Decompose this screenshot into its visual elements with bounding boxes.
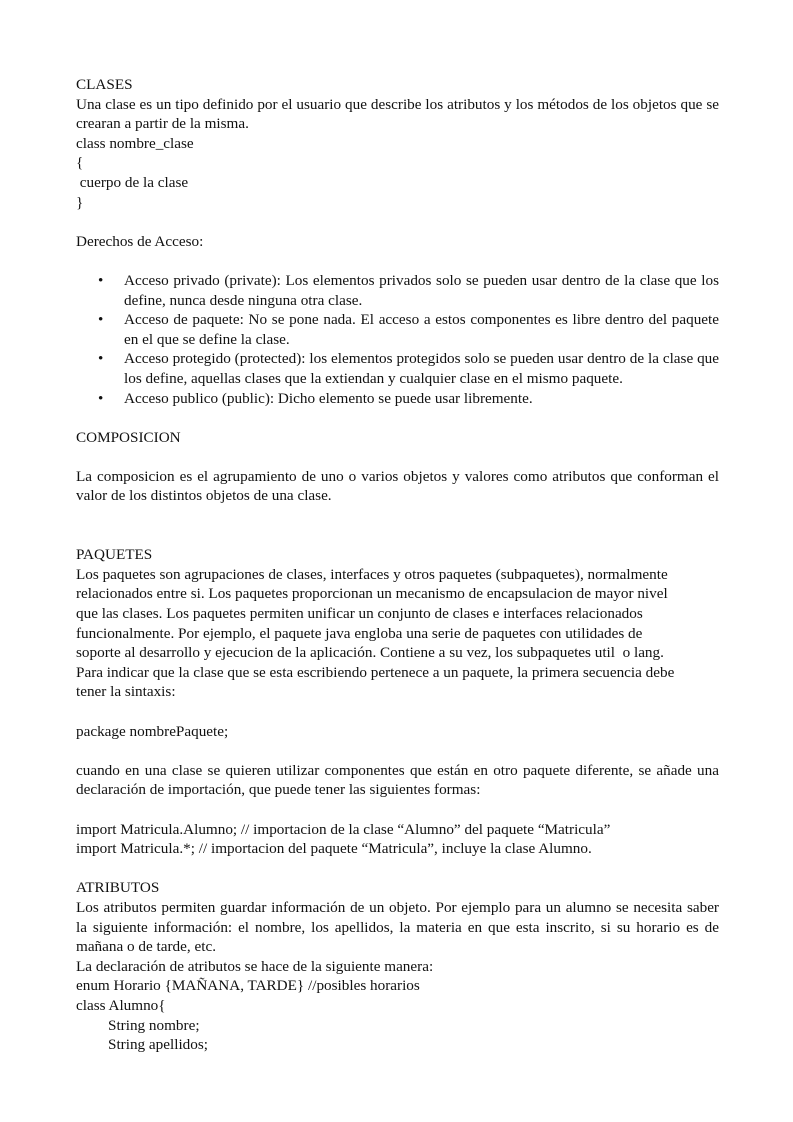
section-paquetes xyxy=(76,545,719,859)
code-line: class Alumno{ xyxy=(76,996,166,1014)
list-item-text: Acceso protegido (protected): los elementos protegidos solo se pueden usar dentro de la clase que los define, aquellas clases que la extiendan y cualquier clase en el mismo paquete. xyxy=(124,350,719,387)
list-item xyxy=(76,349,719,388)
section-heading-composicion: COMPOSICION xyxy=(76,428,181,446)
composicion-text: La composicion es el agrupamiento de uno o varios objetos y valores como atributos que conforman el valor de los distintos objetos de una clase. xyxy=(76,467,719,505)
code-line: } xyxy=(76,193,84,211)
paquetes-intro-line: Para indicar que la clase que se esta escribiendo pertenece a un paquete, la primera secuencia debe xyxy=(76,663,675,681)
list-item-text: Acceso de paquete: No se pone nada. El acceso a estos componentes es libre dentro del paquete en el que se define la clase. xyxy=(124,311,719,348)
list-item xyxy=(76,271,719,310)
code-line: enum Horario {MAÑANA, TARDE} //posibles horarios xyxy=(76,977,420,995)
access-rights-list xyxy=(76,271,719,408)
atributos-intro: Los atributos permiten guardar información de un objeto. Por ejemplo para un alumno se necesita saber la siguiente información: el nombre, los apellidos, la materia en que esta inscrito, si su horario es de mañana o de tarde, etc. xyxy=(76,898,719,956)
section-heading-atributos: ATRIBUTOS xyxy=(76,879,160,897)
paquetes-intro-line: Los paquetes son agrupaciones de clases, interfaces y otros paquetes (subpaquetes), normalmente xyxy=(76,565,668,583)
paquetes-intro-line: funcionalmente. Por ejemplo, el paquete java engloba una serie de paquetes con utilidades de xyxy=(76,624,643,642)
import-line: import Matricula.*; // importacion del paquete “Matricula”, incluye la clase Alumno. xyxy=(76,840,592,858)
import-text: cuando en una clase se quieren utilizar componentes que están en otro paquete diferente, se añade una declaración de importación, que puede tener las siguientes formas: xyxy=(76,761,719,799)
section-heading-paquetes: PAQUETES xyxy=(76,546,153,564)
paquetes-intro-line: tener la sintaxis: xyxy=(76,683,176,701)
package-declaration: package nombrePaquete; xyxy=(76,722,229,740)
code-line: class nombre_clase xyxy=(76,134,194,152)
atributos-declaration-text: La declaración de atributos se hace de la siguiente manera: xyxy=(76,957,434,975)
section-composicion xyxy=(76,428,719,506)
list-item xyxy=(76,310,719,349)
code-line: { xyxy=(76,154,84,172)
list-item-text: Acceso publico (public): Dicho elemento se puede usar libremente. xyxy=(124,389,533,407)
section-clases xyxy=(76,75,719,408)
list-item xyxy=(76,389,719,409)
document-page xyxy=(76,75,719,1055)
import-line: import Matricula.Alumno; // importacion de la clase “Alumno” del paquete “Matricula” xyxy=(76,820,611,838)
section-heading-clases: CLASES xyxy=(76,76,133,93)
code-line: cuerpo de la clase xyxy=(76,173,189,191)
paquetes-intro-line: que las clases. Los paquetes permiten unificar un conjunto de clases e interfaces relacionados xyxy=(76,605,643,623)
clases-intro: Una clase es un tipo definido por el usuario que describe los atributos y los métodos de los objetos que se crearan a partir de la misma. xyxy=(76,95,719,133)
bullet-icon: • xyxy=(98,350,104,368)
code-line: String nombre; xyxy=(108,1016,200,1034)
list-item-text: Acceso privado (private): Los elementos privados solo se pueden usar dentro de la clase que los define, nunca desde ninguna otra clase. xyxy=(124,271,719,309)
paquetes-intro-line: soporte al desarrollo y ejecucion de la aplicación. Contiene a su vez, los subpaquetes util o lang. xyxy=(76,644,664,662)
bullet-icon: • xyxy=(98,389,104,407)
bullet-icon: • xyxy=(98,271,104,289)
bullet-icon: • xyxy=(98,311,104,329)
section-atributos xyxy=(76,878,719,1054)
code-line: String apellidos; xyxy=(108,1036,208,1054)
rights-heading: Derechos de Acceso: xyxy=(76,232,204,250)
paquetes-intro-line: relacionados entre si. Los paquetes proporcionan un mecanismo de encapsulacion de mayor nivel xyxy=(76,585,668,603)
